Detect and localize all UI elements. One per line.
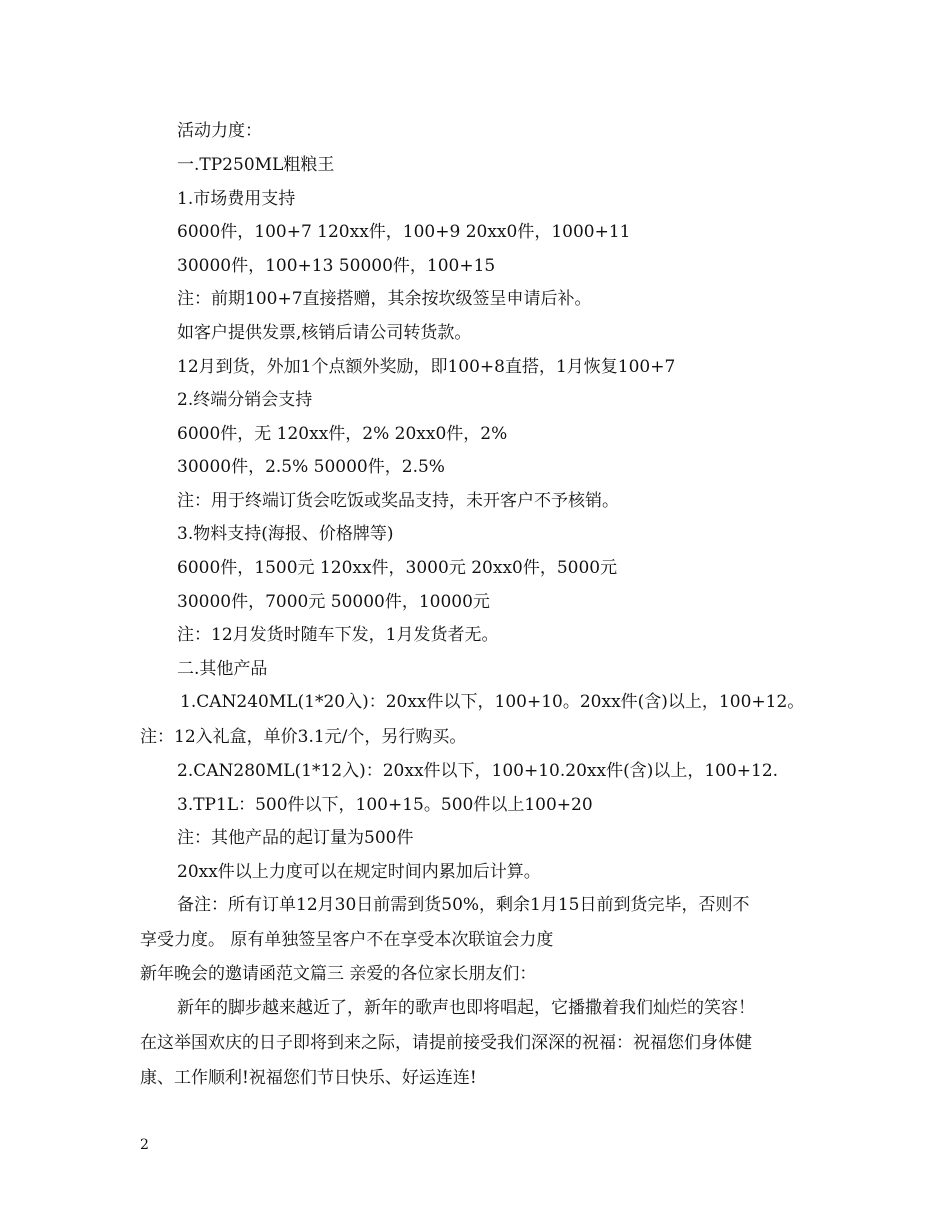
- text-line: 二.其他产品: [177, 659, 268, 679]
- text-line: 3.物料支持(海报、价格牌等): [177, 524, 394, 544]
- text-line: 2.终端分销会支持: [177, 390, 313, 410]
- text-line: 注：用于终端订货会吃饭或奖品支持，未开客户不予核销。: [177, 491, 619, 511]
- text-line: 12月到货，外加1个点额外奖励，即100+8直搭，1月恢复100+7: [177, 357, 676, 377]
- text-line: 活动力度：: [177, 121, 262, 141]
- text-line: 30000件，7000元 50000件，10000元: [177, 592, 490, 612]
- text-line: 注：其他产品的起订量为500件: [177, 828, 414, 848]
- text-line: 如客户提供发票,核销后请公司转货款。: [177, 323, 472, 343]
- text-line: 6000件，无 120xx件，2% 20xx0件，2%: [177, 424, 508, 444]
- text-line: 30000件，100+13 50000件，100+15: [177, 256, 496, 276]
- text-line: 6000件，100+7 120xx件，100+9 20xx0件，1000+11: [177, 222, 631, 242]
- text-line: 备注：所有订单12月30日前需到货50%，剩余1月15日前到货完毕，否则不: [177, 895, 750, 915]
- text-line: 注：12入礼盒，单价3.1元/个，另行购买。: [140, 727, 467, 747]
- text-line: 一.TP250ML粗粮王: [177, 155, 335, 175]
- text-line: 新年的脚步越来越近了，新年的歌声也即将唱起，它播撒着我们灿烂的笑容！: [177, 998, 755, 1018]
- text-line: 6000件，1500元 120xx件，3000元 20xx0件，5000元: [177, 558, 618, 578]
- page-number: 2: [140, 1137, 149, 1153]
- text-line: 注：前期100+7直接搭赠，其余按坎级签呈申请后补。: [177, 289, 592, 309]
- text-line: 1.市场费用支持: [177, 189, 296, 209]
- text-line: 1.CAN240ML(1*20入)：20xx件以下，100+10。20xx件(含)以上，100+12。: [180, 692, 805, 712]
- text-line: 注：12月发货时随车下发，1月发货者无。: [177, 625, 499, 645]
- text-line: 20xx件以上力度可以在规定时间内累加后计算。: [177, 862, 541, 882]
- text-line: 2.CAN280ML(1*12入)：20xx件以下，100+10.20xx件(含)以上，100+12.: [177, 761, 779, 781]
- text-line: 3.TP1L：500件以下，100+15。500件以上100+20: [177, 795, 593, 815]
- text-line: 30000件，2.5% 50000件，2.5%: [177, 457, 445, 477]
- text-line: 新年晚会的邀请函范文篇三 亲爱的各位家长朋友们：: [140, 964, 537, 984]
- text-line: 康、工作顺利!祝福您们节日快乐、好运连连!: [140, 1068, 477, 1088]
- text-line: 享受力度。 原有单独签呈客户不在享受本次联谊会力度: [140, 930, 554, 950]
- text-line: 在这举国欢庆的日子即将到来之际，请提前接受我们深深的祝福：祝福您们身体健: [140, 1033, 752, 1053]
